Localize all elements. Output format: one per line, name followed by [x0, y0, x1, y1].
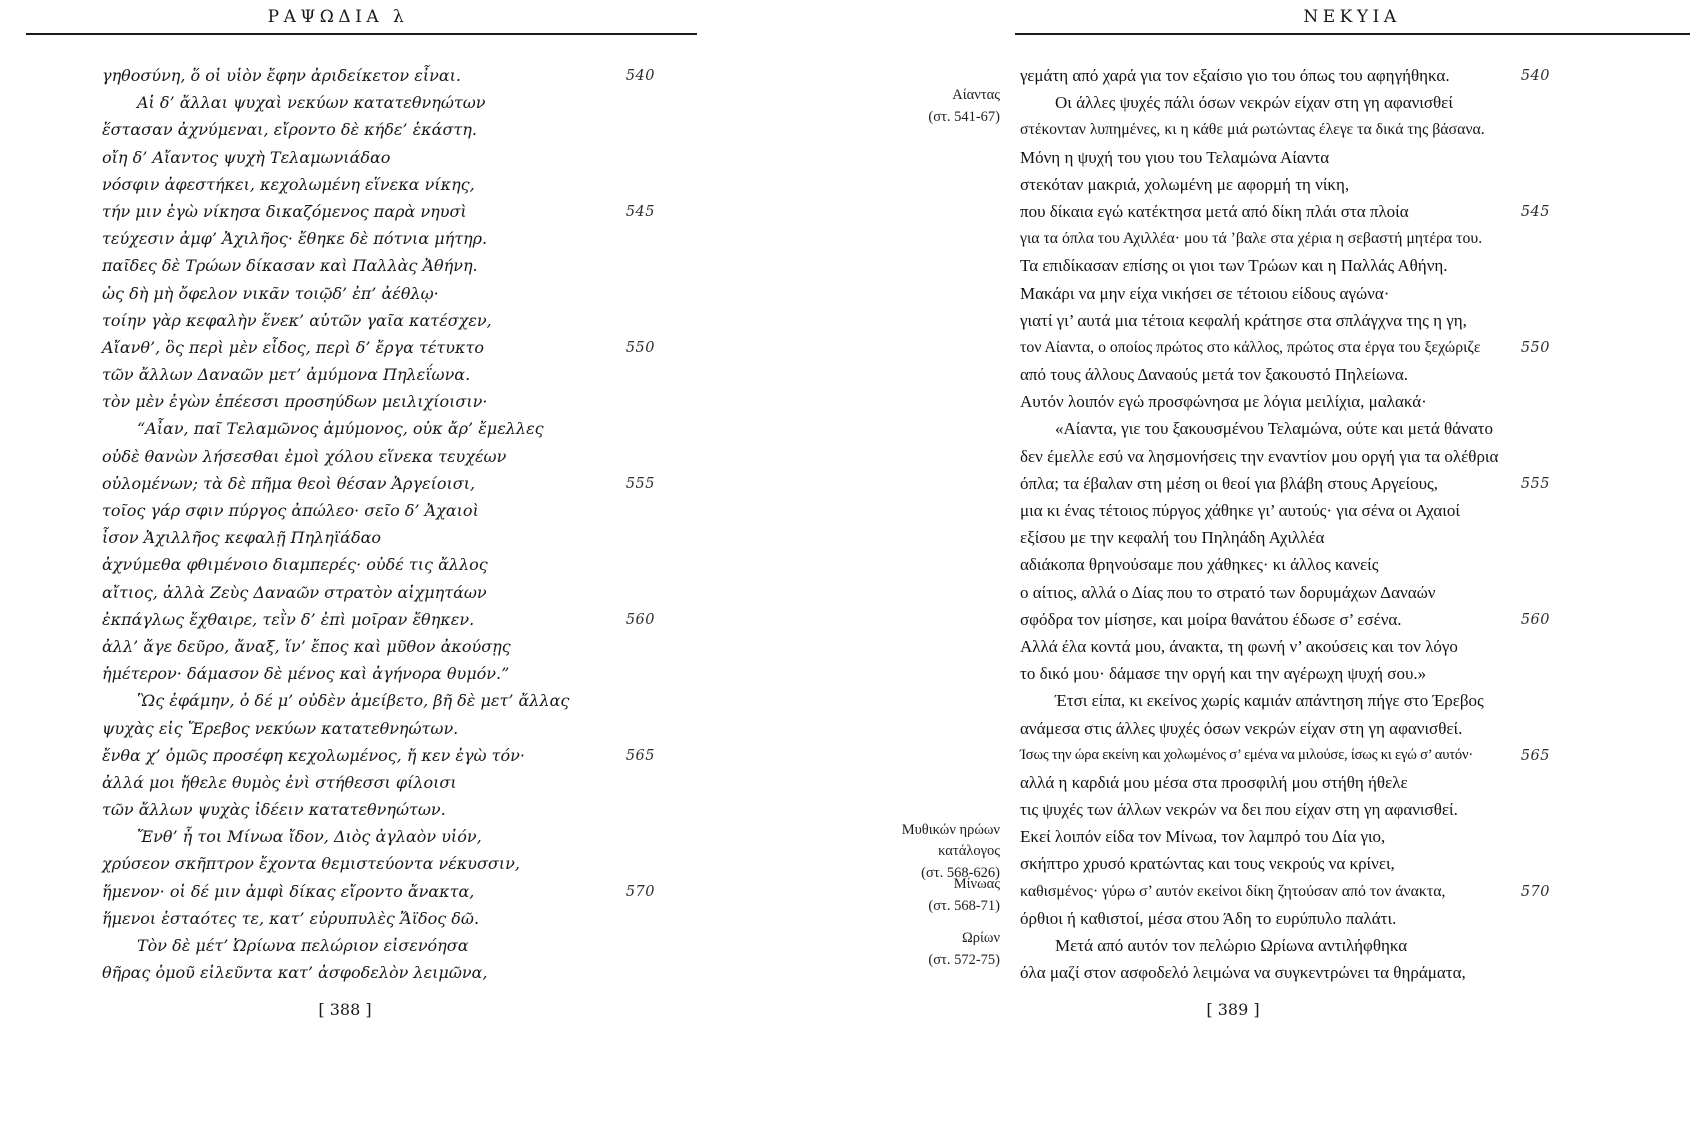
- verse-line: [1020, 878, 1550, 905]
- header-rule-right: [1015, 33, 1690, 35]
- verse-line: [102, 878, 655, 905]
- verse-line: [102, 579, 655, 606]
- verse-line: [102, 334, 655, 361]
- margin-note-row: Αίαντας: [952, 87, 1000, 104]
- verse-text: από τους άλλους Δαναούς μετά τον ξακουστό Πηλείωνα.: [1020, 365, 1409, 385]
- margin-note: [853, 85, 1000, 128]
- verse-line: [102, 796, 655, 823]
- verse-line: [1020, 551, 1550, 578]
- verse-text: γηθοσύνη, ὅ οἱ υἱὸν ἔφην ἀριδείκετον εἶναι.: [102, 66, 461, 85]
- verse-text: τις ψυχές των άλλων νεκρών να δει που είχαν στη γη αφανισθεί.: [1020, 800, 1458, 820]
- verse-line: [1020, 280, 1550, 307]
- verse-line: [1020, 470, 1550, 497]
- verse-text: ἶσον Ἀχιλλῆος κεφαλῇ Πηληϊάδαο: [102, 528, 382, 548]
- verse-text: τήν μιν ἐγὼ νίκησα δικαζόμενος παρὰ νηυσὶ: [102, 201, 467, 221]
- verse-line: [1020, 687, 1550, 714]
- verse-number: 555: [1520, 475, 1550, 492]
- verse-text: τὸν μὲν ἐγὼν ἐπέεσσι προσηύδων μειλιχίοισιν·: [102, 392, 488, 412]
- verse-line: [102, 823, 655, 850]
- verse-text: Τα επιδίκασαν επίσης οι γιοι των Τρώων και η Παλλάς Αθήνη.: [1020, 256, 1448, 276]
- verse-text: ἕστασαν ἀχνύμεναι, εἴροντο δὲ κήδε’ ἑκάστη.: [102, 120, 477, 140]
- verse-line: [102, 89, 655, 116]
- verse-line: [1020, 334, 1550, 361]
- verse-text: για τα όπλα του Αχιλλέα· μου τά ’βαλε στα χέρια η σεβαστή μητέρα του.: [1020, 230, 1483, 248]
- verse-line: [102, 551, 655, 578]
- verse-text: Τὸν δὲ μέτ’ Ὠρίωνα πελώριον εἰσενόησα: [137, 936, 469, 955]
- margin-note-row: Μυθικών ηρώων: [901, 821, 1000, 838]
- margin-note-row: (στ. 568-71): [928, 897, 1000, 914]
- verse-line: [1020, 171, 1550, 198]
- verse-line: [102, 850, 655, 877]
- verse-number: 565: [625, 747, 655, 764]
- verse-text: σφόδρα τον μίσησε, και μοίρα θανάτου έδωσε σ’ εσένα.: [1020, 609, 1402, 629]
- verse-text: θῆρας ὁμοῦ εἰλεῦντα κατ’ ἀσφοδελὸν λειμῶνα,: [102, 963, 488, 983]
- verse-text: ανάμεσα στις άλλες ψυχές όσων νεκρών είχαν στη γη αφανισθεί.: [1020, 718, 1463, 738]
- verse-line: [1020, 742, 1550, 769]
- verse-line: [1020, 62, 1550, 89]
- verse-text: Μακάρι να μην είχα νικήσει σε τέτοιου είδους αγώνα·: [1020, 283, 1390, 303]
- verse-text: όπλα; τα έβαλαν στη μέση οι θεοί για βλάβη στους Αργείους,: [1020, 473, 1438, 493]
- margin-note-row: (στ. 568-626): [921, 864, 1000, 881]
- verse-line: [102, 660, 655, 687]
- verse-text: που δίκαια εγώ κατέκτησα μετά από δίκη πλάι στα πλοία: [1020, 201, 1409, 221]
- verse-text: ψυχὰς εἰς Ἔρεβος νεκύων κατατεθνηώτων.: [102, 718, 459, 738]
- verse-line: [102, 932, 655, 959]
- verse-line: [102, 252, 655, 279]
- verse-line: [1020, 524, 1550, 551]
- verse-number: 570: [1520, 883, 1550, 900]
- verse-line: [1020, 769, 1550, 796]
- verse-line: [102, 524, 655, 551]
- verse-line: [1020, 415, 1550, 442]
- verse-line: [1020, 823, 1550, 850]
- verse-line: [1020, 443, 1550, 470]
- verse-text: ἔνθα χ’ ὁμῶς προσέφη κεχολωμένος, ἤ κεν ἐγὼ τόν·: [102, 745, 525, 765]
- verse-text: ἡμέτερον· δάμασον δὲ μένος καὶ ἀγήνορα θυμόν.”: [102, 664, 510, 684]
- verse-text: δεν έμελλε εσύ να λησμονήσεις την εναντίον μου οργή για τα ολέθρια: [1020, 446, 1499, 466]
- verse-line: [1020, 225, 1550, 252]
- verse-line: [102, 361, 655, 388]
- verse-text: ἀλλά μοι ἤθελε θυμὸς ἐνὶ στήθεσσι φίλοισι: [102, 772, 457, 792]
- verse-line: [102, 388, 655, 415]
- verse-line: [1020, 606, 1550, 633]
- verse-text: οὐλομένων; τὰ δὲ πῆμα θεοὶ θέσαν Ἀργείοισι,: [102, 473, 476, 493]
- verse-line: [102, 687, 655, 714]
- verse-line: [1020, 959, 1550, 986]
- verse-number: 545: [625, 203, 655, 220]
- verse-text: ἥμενοι ἑσταότες τε, κατ’ εὐρυπυλὲς Ἄϊδος δῶ.: [102, 908, 480, 928]
- margin-note-row: (στ. 541-67): [928, 108, 1000, 125]
- verse-text: νόσφιν ἀφεστήκει, κεχολωμένη εἵνεκα νίκης,: [102, 174, 475, 194]
- verse-line: [1020, 715, 1550, 742]
- verse-line: [102, 307, 655, 334]
- verse-line: [1020, 144, 1550, 171]
- verse-line: [1020, 116, 1550, 143]
- verse-text: Οι άλλες ψυχές πάλι όσων νεκρών είχαν στη γη αφανισθεί: [1055, 93, 1453, 113]
- verse-number: 540: [625, 68, 655, 84]
- running-head-left: ΡΑΨΩΔΙΑ λ: [267, 7, 409, 27]
- verse-text: στέκονταν λυπημένες, κι η κάθε μιά ρωτώντας έλεγε τα δικά της βάσανα.: [1020, 121, 1485, 139]
- verse-line: [102, 959, 655, 986]
- verse-text: τῶν ἄλλων Δαναῶν μετ’ ἀμύμονα Πηλεΐωνα.: [102, 365, 471, 385]
- verse-text: Αλλά έλα κοντά μου, άνακτα, τη φωνή ν’ ακούσεις και τον λόγο: [1020, 636, 1458, 656]
- verse-text: Ὣς ἐφάμην, ὁ δέ μ’ οὐδὲν ἀμείβετο, βῆ δὲ μετ’ ἄλλας: [137, 691, 570, 711]
- verse-line: [102, 633, 655, 660]
- running-head-right: ΝΕΚΥΙΑ: [1303, 7, 1401, 27]
- header-rule-left: [26, 33, 697, 35]
- verse-text: όλα μαζί στον ασφοδελό λειμώνα να συγκεντρώνει τα θηράματα,: [1020, 963, 1466, 983]
- page-number-left: [ 388 ]: [318, 1000, 372, 1019]
- verse-line: [1020, 89, 1550, 116]
- verse-text: Εκεί λοιπόν είδα τον Μίνωα, τον λαμπρό του Δία γιο,: [1020, 827, 1386, 847]
- verse-line: [1020, 497, 1550, 524]
- verse-line: [1020, 198, 1550, 225]
- page-number-right: [ 389 ]: [1206, 1000, 1260, 1019]
- verse-text: αδιάκοπα θρηνούσαμε που χάθηκες· κι άλλος κανείς: [1020, 555, 1379, 575]
- verse-text: τεύχεσιν ἀμφ’ Ἀχιλῆος· ἔθηκε δὲ πότνια μήτηρ.: [102, 229, 488, 249]
- verse-text: ο αίτιος, αλλά ο Δίας που το στρατό των δορυμάχων Δαναών: [1020, 582, 1436, 602]
- verse-line: [102, 905, 655, 932]
- verse-number: 550: [625, 339, 655, 356]
- verse-line: [1020, 850, 1550, 877]
- verse-text: Ἔνθ’ ἦ τοι Μίνωα ἴδον, Διὸς ἀγλαὸν υἱόν,: [137, 827, 482, 847]
- verse-line: [102, 606, 655, 633]
- verse-text: εξίσου με την κεφαλή του Πηληάδη Αχιλλέα: [1020, 528, 1325, 548]
- verse-number: 560: [625, 611, 655, 628]
- verse-line: [1020, 796, 1550, 823]
- margin-note-row: Ωρίων: [961, 930, 1000, 947]
- verse-text: ἀλλ’ ἄγε δεῦρο, ἄναξ, ἵν’ ἔπος καὶ μῦθον ἀκούσῃς: [102, 636, 511, 656]
- verse-number: 570: [625, 883, 655, 900]
- verse-text: όρθιοι ή καθιστοί, μέσα στου Άδη το ευρύπυλο παλάτι.: [1020, 908, 1397, 928]
- verse-number: 555: [625, 475, 655, 492]
- verse-text: Αἴανθ’, ὃς περὶ μὲν εἶδος, περὶ δ’ ἔργα τέτυκτο: [102, 337, 484, 357]
- verse-line: [102, 470, 655, 497]
- verse-line: [102, 225, 655, 252]
- margin-note: [853, 874, 1000, 917]
- verse-text: Έτσι είπα, κι εκείνος χωρίς καμιάν απάντηση πήγε στο Έρεβος: [1055, 691, 1484, 711]
- verse-text: ἀχνύμεθα φθιμένοιο διαμπερές· οὐδέ τις ἄλλος: [102, 555, 488, 575]
- verse-text: καθισμένος· γύρω σ’ αυτόν εκείνοι δίκη ζητούσαν από τον άνακτα,: [1020, 882, 1446, 900]
- verse-text: οἴη δ’ Αἴαντος ψυχὴ Τελαμωνιάδαο: [102, 147, 391, 167]
- verse-text: Μόνη η ψυχή του γιου του Τελαμώνα Αίαντα: [1020, 147, 1330, 167]
- verse-text: τον Αίαντα, ο οποίος πρώτος στο κάλλος, πρώτος στα έργα του ξεχώριζε: [1020, 338, 1481, 356]
- verse-number: 545: [1520, 203, 1550, 220]
- verse-line: [1020, 361, 1550, 388]
- verse-text: χρύσεον σκῆπτρον ἔχοντα θεμιστεύοντα νέκυσσιν,: [102, 854, 520, 874]
- verse-line: [102, 144, 655, 171]
- margin-note-row: (στ. 572-75): [928, 951, 1000, 968]
- verse-line: [102, 116, 655, 143]
- verse-line: [1020, 307, 1550, 334]
- verse-text: στεκόταν μακριά, χολωμένη με αφορμή τη νίκη,: [1020, 174, 1350, 194]
- verse-line: [102, 715, 655, 742]
- margin-note-row: Μίνωας: [953, 876, 1000, 892]
- verse-line: [1020, 660, 1550, 687]
- verse-line: [102, 171, 655, 198]
- verse-number: 565: [1520, 747, 1550, 764]
- verse-text: το δικό μου· δάμασε την οργή και την αγέρωχη ψυχή σου.»: [1020, 664, 1427, 684]
- page-right: [853, 0, 1706, 1143]
- margin-note: [853, 928, 1000, 971]
- verse-column-ancient-greek: [102, 62, 655, 986]
- verse-line: [102, 443, 655, 470]
- verse-text: γιατί γι’ αυτά μια τέτοια κεφαλή κράτησε στα σπλάγχνα της η γη,: [1020, 310, 1467, 330]
- verse-line: [102, 769, 655, 796]
- verse-line: [1020, 252, 1550, 279]
- verse-line: [102, 742, 655, 769]
- verse-line: [102, 280, 655, 307]
- verse-number: 540: [1520, 68, 1550, 84]
- verse-line: [102, 198, 655, 225]
- verse-text: αἴτιος, ἀλλὰ Ζεὺς Δαναῶν στρατὸν αἰχμητάων: [102, 582, 487, 602]
- verse-text: αλλά η καρδιά μου μέσα στα προσφιλή μου στήθη ήθελε: [1020, 772, 1408, 792]
- verse-number: 550: [1520, 339, 1550, 356]
- verse-line: [102, 415, 655, 442]
- verse-text: «Αίαντα, γιε του ξακουσμένου Τελαμώνα, ούτε και μετά θάνατο: [1055, 419, 1493, 439]
- verse-line: [1020, 932, 1550, 959]
- verse-text: μια κι ένας τέτοιος πύργος χάθηκε γι’ αυτούς· για σένα οι Αχαιοί: [1020, 501, 1460, 520]
- verse-column-translation: [1020, 62, 1550, 986]
- verse-text: σκήπτρο χρυσό κρατώντας και τους νεκρούς να κρίνει,: [1020, 854, 1395, 874]
- verse-line: [1020, 905, 1550, 932]
- verse-line: [1020, 388, 1550, 415]
- verse-text: παῖδες δὲ Τρώων δίκασαν καὶ Παλλὰς Ἀθήνη.: [102, 256, 478, 276]
- verse-text: “Αἶαν, παῖ Τελαμῶνος ἀμύμονος, οὐκ ἄρ’ ἔμελλες: [137, 419, 544, 439]
- verse-line: [1020, 579, 1550, 606]
- verse-line: [1020, 633, 1550, 660]
- verse-text: ἥμενον· οἱ δέ μιν ἀμφὶ δίκας εἴροντο ἄνακτα,: [102, 881, 475, 901]
- verse-line: [102, 497, 655, 524]
- verse-text: τῶν ἄλλων ψυχὰς ἰδέειν κατατεθνηώτων.: [102, 800, 446, 820]
- verse-text: γεμάτη από χαρά για τον εξαίσιο γιο του όπως του αφηγήθηκα.: [1020, 66, 1450, 85]
- verse-number: 560: [1520, 611, 1550, 628]
- verse-text: ἐκπάγλως ἔχθαιρε, τεῒν δ’ ἐπὶ μοῖραν ἔθηκεν.: [102, 609, 475, 629]
- verse-text: Μετά από αυτόν τον πελώριο Ωρίωνα αντιλήφθηκα: [1055, 936, 1408, 955]
- verse-line: [102, 62, 655, 89]
- verse-text: Αἱ δ’ ἄλλαι ψυχαὶ νεκύων κατατεθνηώτων: [137, 93, 486, 113]
- verse-text: Ίσως την ώρα εκείνη και χολωμένος σ’ εμένα να μιλούσε, ίσως κι εγώ σ’ αυτόν·: [1020, 746, 1474, 763]
- verse-text: τοῖος γάρ σφιν πύργος ἀπώλεο· σεῖο δ’ Ἀχαιοὶ: [102, 501, 479, 520]
- verse-text: Αυτόν λοιπόν εγώ προσφώνησα με λόγια μειλίχια, μαλακά·: [1020, 392, 1427, 412]
- verse-text: οὐδὲ θανὼν λήσεσθαι ἐμοὶ χόλου εἵνεκα τευχέων: [102, 446, 507, 466]
- verse-text: ὡς δὴ μὴ ὄφελον νικᾶν τοιῷδ’ ἐπ’ ἀέθλῳ·: [102, 283, 439, 303]
- verse-text: τοίην γὰρ κεφαλὴν ἕνεκ’ αὐτῶν γαῖα κατέσχεν,: [102, 310, 492, 330]
- margin-note-row: κατάλογος: [938, 843, 1000, 860]
